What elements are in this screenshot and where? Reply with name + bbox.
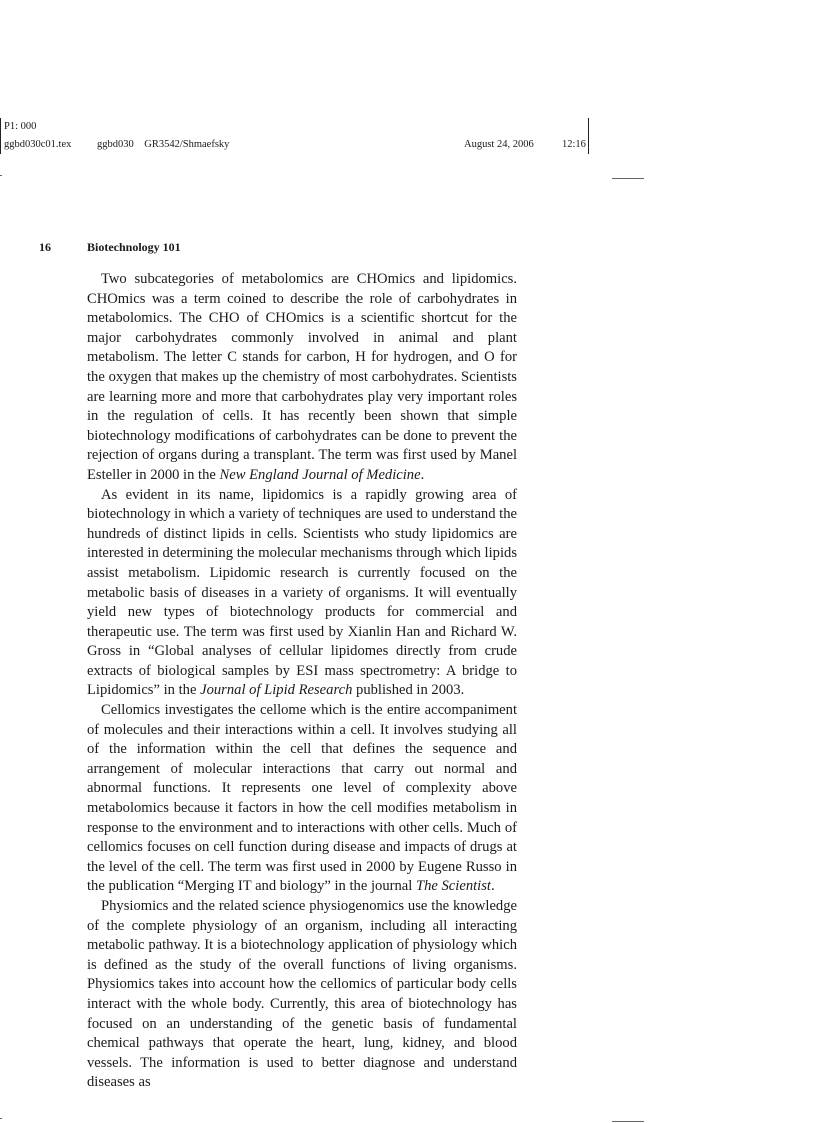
header-left-rule: [0, 118, 1, 154]
header-right-rule: [588, 118, 589, 154]
body-text: [87, 270, 517, 1093]
print-header: [0, 118, 589, 154]
page-number: 16: [39, 240, 51, 254]
header-file-name: ggbd030c01.tex: [4, 139, 72, 150]
book-title: Biotechnology 101: [87, 240, 181, 254]
crop-mark: [0, 175, 2, 176]
crop-mark: [612, 178, 644, 179]
crop-mark: [0, 1118, 2, 1119]
header-time: 12:16: [562, 139, 586, 150]
crop-mark: [612, 1121, 644, 1122]
header-reference: ggbd030 GR3542/Shmaefsky: [97, 139, 230, 150]
paragraph: Physiomics and the related science physiogenomics use the knowledge of the complete physiology of an organism, including all interacting metabolic pathway. It is a biotechnology application of physiology which is defined as the study of the overall functions of living organisms. Physiomics takes into account how the cellomics of particular body cells interact with the whole body. Currently, this area of biotechnology has focused on an understanding of the genetic basis of fundamental chemical pathways that operate the heart, lung, kidney, and blood vessels. The information is used to better diagnose and understand diseases as: [87, 898, 517, 1091]
paragraph: As evident in its name, lipidomics is a rapidly growing area of biotechnology in which a variety of techniques are used to understand the hundreds of distinct lipids in cells. Scientists who study lipidomics are interested in determining the molecular mechanisms through which lipids assist metabolism. Lipidomic research is currently focused on the metabolic basis of diseases in a variety of organisms. It will eventually yield new types of biotechnology products for commercial and therapeutic use. The term was first used by Xianlin Han and Richard W. Gross in “Global analyses of cellular lipidomes directly from crude extracts of biological samples by ESI mass spectrometry: A bridge to Lipidomics” in the Journal of Lipid Research published in 2003.: [87, 486, 517, 699]
paragraph: Cellomics investigates the cellome which is the entire accompaniment of molecules and their interactions within a cell. It involves studying all of the information within the cell that defines the sequence and arrangement of molecular interactions that carry out normal and abnormal functions. It represents one level of complexity above metabolomics because it factors in how the cell modifies metabolism in response to the environment and to interactions with other cells. Much of cellomics focuses on cell function during disease and impacts of drugs at the level of the cell. The term was first used in 2000 by Eugene Russo in the publication “Merging IT and biology” in the journal The Scientist.: [87, 702, 517, 895]
header-proof-id: P1: 000: [4, 121, 37, 132]
header-date: August 24, 2006: [464, 139, 534, 150]
paragraph: Two subcategories of metabolomics are CHOmics and lipidomics. CHOmics was a term coined to describe the role of carbohydrates in metabolomics. The CHO of CHOmics is a scientific shortcut for the major carbohydrates commonly involved in animal and plant metabolism. The letter C stands for carbon, H for hydrogen, and O for the oxygen that makes up the chemistry of most carbohydrates. Scientists are learning more and more that carbohydrates play very important roles in the regulation of cells. It has recently been shown that simple biotechnology modifications of carbohydrates can be done to prevent the rejection of organs during a transplant. The term was first used by Manel Esteller in 2000 in the New England Journal of Medicine.: [87, 271, 517, 483]
